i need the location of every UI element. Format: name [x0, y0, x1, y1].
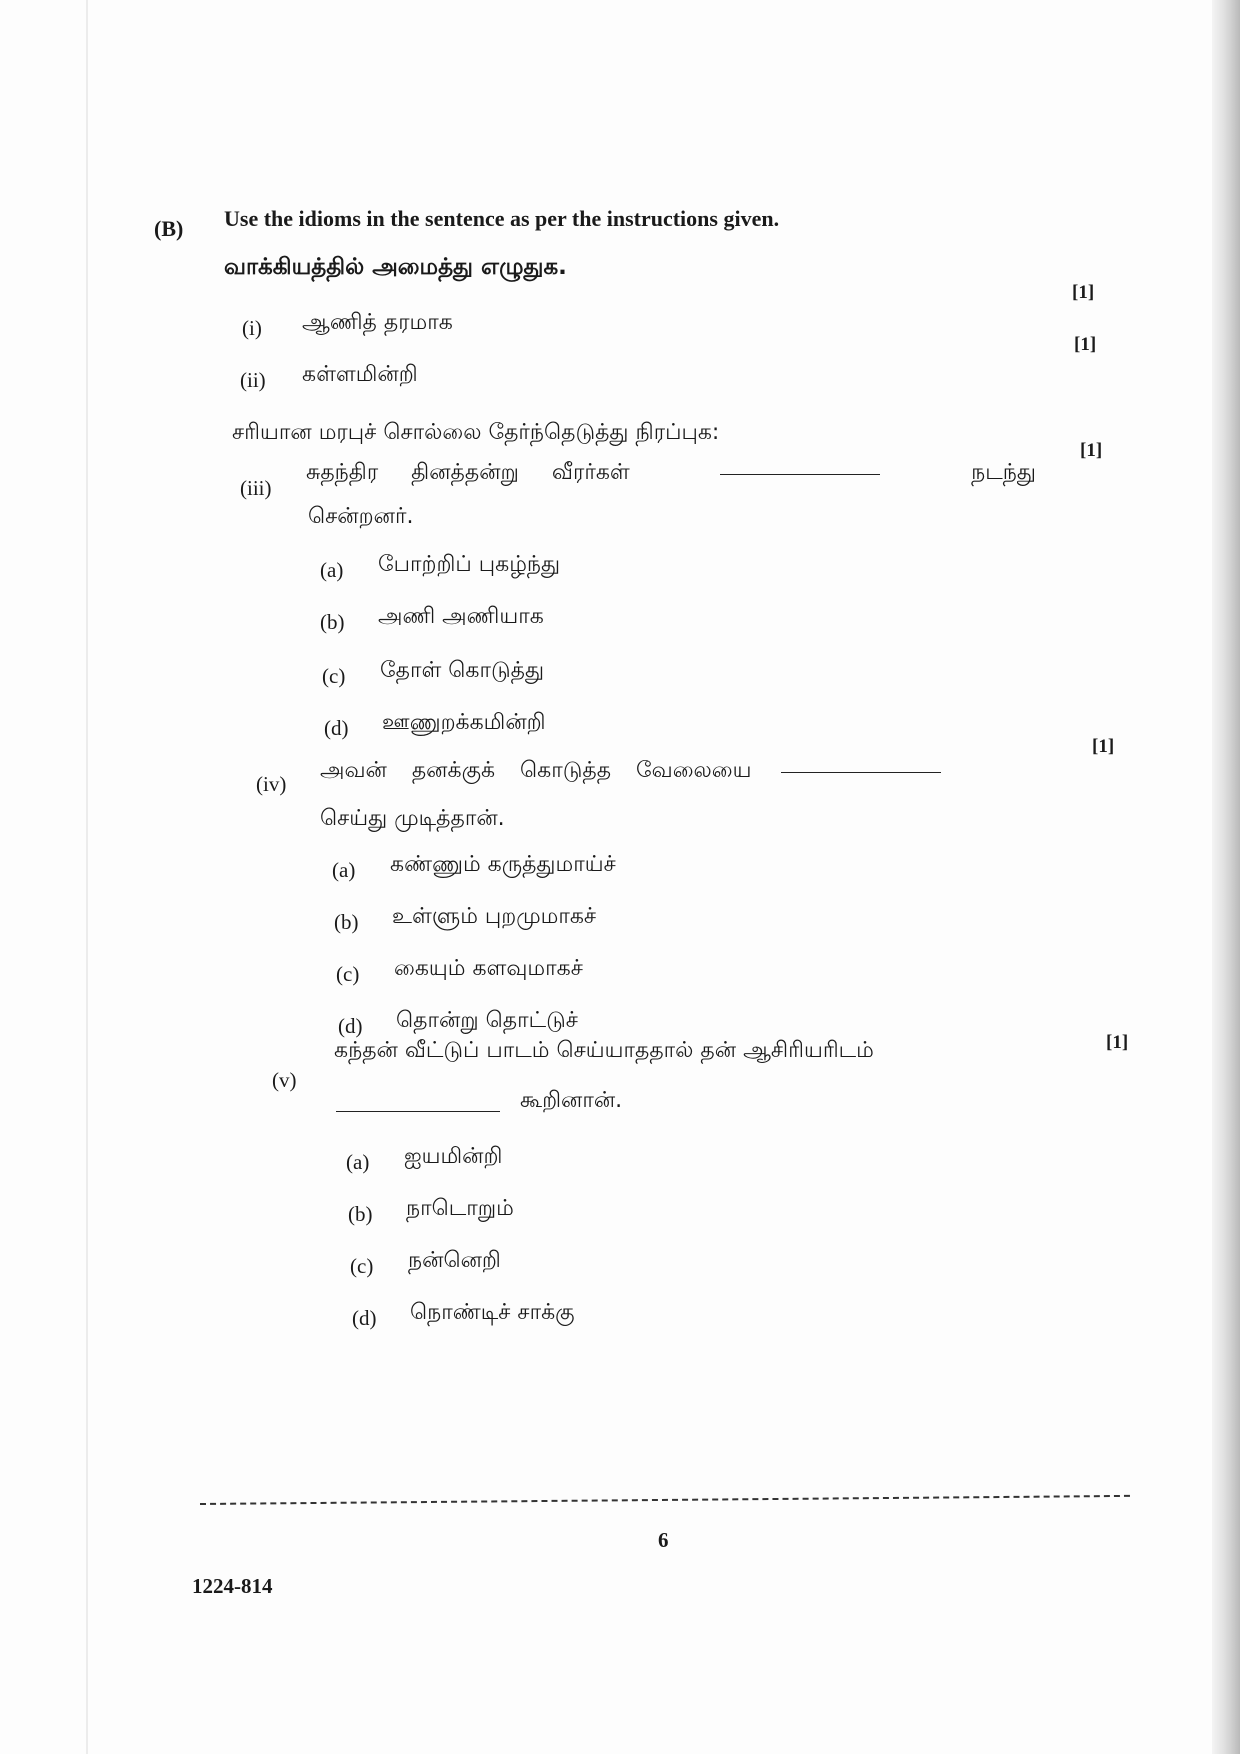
question-v-line2 [336, 1088, 622, 1116]
option-label: (c) [350, 1254, 374, 1278]
option-label: (b) [334, 910, 359, 934]
fill-instruction: சரியான மரபுச் சொல்லை தேர்ந்தெடுத்து நிரப்புக: [232, 420, 720, 445]
question-iii-text-after: நடந்து [971, 460, 1036, 485]
option-text: போற்றிப் புகழ்ந்து [378, 552, 561, 577]
idiom-item-ii: கள்ளமின்றி [302, 362, 418, 387]
option-label: (b) [320, 610, 345, 634]
option-text: நன்னெறி [408, 1248, 501, 1273]
option-text: நொண்டிச் சாக்கு [410, 1300, 575, 1325]
option-label: (d) [352, 1306, 377, 1330]
option-label: (d) [338, 1014, 363, 1038]
idiom-item-i: ஆணித் தரமாக [302, 310, 453, 335]
marks-question-iii: [1] [1080, 440, 1103, 461]
option-text: உள்ளும் புறமுமாகச் [392, 904, 597, 929]
question-number-iv: (iv) [256, 772, 287, 796]
marks-question-iv: [1] [1092, 736, 1115, 757]
question-iv-line1 [320, 758, 941, 786]
option-label: (b) [348, 1202, 373, 1226]
option-text: நாடொறும் [406, 1196, 514, 1221]
option-label: (d) [324, 716, 349, 740]
paper-code: 1224-814 [192, 1574, 273, 1598]
page-number: 6 [658, 1528, 669, 1552]
option-text: ஐயமின்றி [404, 1144, 503, 1169]
section-label: (B) [154, 216, 184, 241]
question-iv-line2: செய்து முடித்தான். [320, 806, 505, 831]
question-v-line1: கந்தன் வீட்டுப் பாடம் செய்யாததால் தன் ஆசிரியரிடம் [334, 1038, 874, 1063]
option-label: (a) [346, 1150, 370, 1174]
question-number-iii: (iii) [240, 476, 272, 500]
question-v-blank [336, 1110, 500, 1112]
question-v-text-after: கூறினான். [520, 1088, 623, 1113]
question-iii-text-before: சுதந்திர தினத்தன்று வீரர்கள் [306, 460, 630, 485]
option-text: கண்ணும் கருத்துமாய்ச் [390, 852, 616, 877]
marks-item-ii: [1] [1074, 334, 1097, 355]
scan-edge-right [1212, 0, 1240, 1754]
item-number-i: (i) [242, 316, 262, 340]
question-iii-blank [720, 473, 880, 475]
question-iii-line2: சென்றனர். [308, 504, 414, 529]
marks-item-i: [1] [1072, 282, 1095, 303]
option-text: கையும் களவுமாகச் [394, 956, 583, 981]
scan-edge-left [86, 0, 88, 1754]
section-instruction-tamil: வாக்கியத்தில் அமைத்து எழுதுக. [224, 254, 567, 280]
section-instruction-english: Use the idioms in the sentence as per the instructions given. [224, 206, 780, 231]
item-number-ii: (ii) [240, 368, 266, 392]
question-iii-line1 [306, 460, 1036, 488]
marks-question-v: [1] [1106, 1032, 1129, 1053]
question-number-v: (v) [272, 1068, 297, 1092]
option-text: ஊணுறக்கமின்றி [382, 710, 546, 735]
question-iv-text-before: அவன் தனக்குக் கொடுத்த வேலையை [320, 758, 752, 783]
option-text: தொன்று தொட்டுச் [396, 1008, 578, 1033]
question-iv-blank [781, 771, 941, 773]
option-text: தோள் கொடுத்து [380, 658, 545, 683]
footer-divider [200, 1495, 1130, 1505]
option-label: (c) [336, 962, 360, 986]
option-text: அணி அணியாக [378, 604, 544, 629]
option-label: (a) [320, 558, 344, 582]
option-label: (a) [332, 858, 356, 882]
option-label: (c) [322, 664, 346, 688]
